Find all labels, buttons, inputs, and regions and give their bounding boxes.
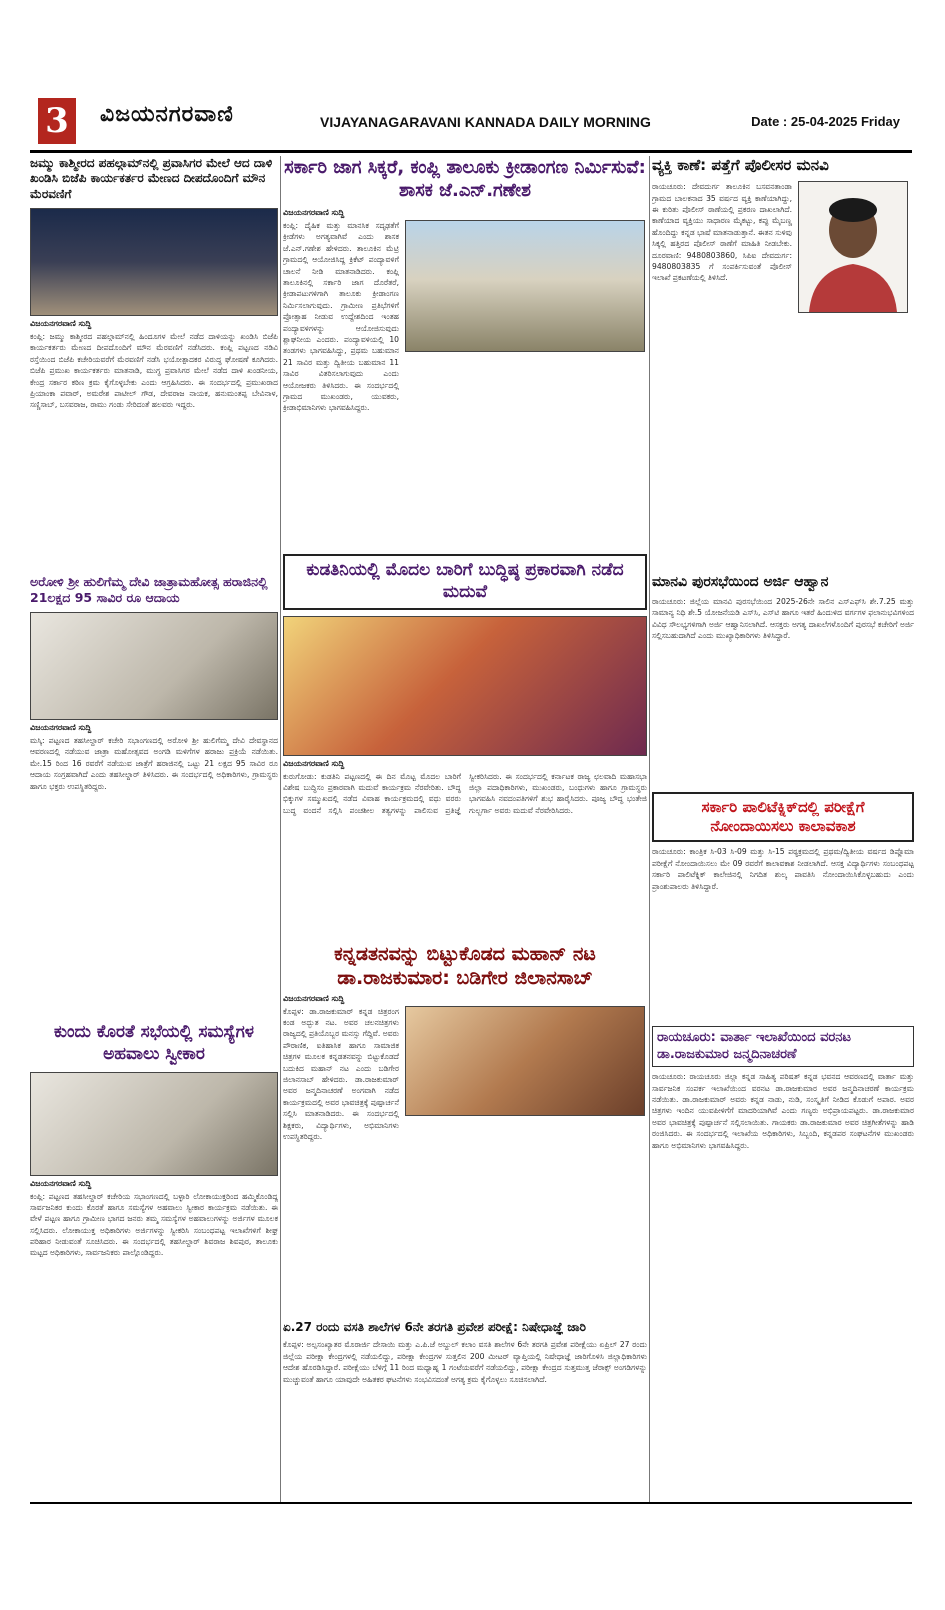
article-dateline: ವಿಜಯನಗರವಾಣಿ ಸುದ್ದಿ (283, 208, 345, 218)
article-dateline: ವಿಜಯನಗರವಾಣಿ ಸುದ್ದಿ (30, 1178, 92, 1188)
article-body: ರಾಯಚೂರು: ದೇವದುರ್ಗ ತಾಲೂಕಿನ ಬಸವನತಾಂಡಾ ಗ್ರಾಮದ ಬಾಲಕನಾದ 35 ವರ್ಷದ ವ್ಯಕ್ತಿ ಕಾಣೆಯಾಗಿದ್ದು, ಈ ಕುರಿತು ಪೊಲೀಸ್ ಠಾಣೆಯಲ್ಲಿ ಪ್ರಕರಣ ದಾಖಲಾಗಿದೆ. ಕಾಣೆಯಾದ ವ್ಯಕ್ತಿಯು ಸಾಧಾರಣ ಮೈಕಟ್ಟು, ಕಪ್ಪು ಮೈಬಣ್ಣ ಹೊಂದಿದ್ದು ಕನ್ನಡ ಭಾಷೆ ಮಾತನಾಡುತ್ತಾನೆ. ಈತನ ಸುಳಿವು ಸಿಕ್ಕಲ್ಲಿ ಹತ್ತಿರದ ಪೊಲೀಸ್ ಠಾಣೆಗೆ ಮಾಹಿತಿ ನೀಡಬೇಕು. ದೂರವಾಣಿ: 9480803860, ಸಿಪಿಐ ದೇವದುರ್ಗ: 9480803835 ಗೆ ಸಂಪರ್ಕಿಸುವಂತೆ ಪೊಲೀಸ್ ಇಲಾಖೆ ಪ್ರಕಟಣೆಯಲ್ಲಿ ತಿಳಿಸಿದೆ. (652, 182, 792, 283)
article-photo (30, 208, 278, 316)
article-photo (30, 1072, 278, 1176)
article-headline: ಸರ್ಕಾರಿ ಪಾಲಿಟೆಕ್ನಿಕ್‌ದಲ್ಲಿ ಪರೀಕ್ಷೆಗೆ ನೋಂದಾಯಿಸಲು ಕಾಲಾವಕಾಶ (701, 798, 865, 836)
article-headline: ಮಾನವಿ ಪುರಸಭೆಯಿಂದ ಅರ್ಜಿ ಆಹ್ವಾನ (652, 574, 829, 590)
article-body: ಕಂಪ್ಲಿ: ಜಮ್ಮು ಕಾಶ್ಮೀರದ ಪಹಲ್ಗಾಮ್‌ನಲ್ಲಿ ಹಿಂದೂಗಳ ಮೇಲೆ ನಡೆದ ದಾಳಿಯನ್ನು ಖಂಡಿಸಿ ಬಿಜೆಪಿ ಕಾರ್ಯಕರ್ತರು ಮೇಣದ ದೀಪದೊಂದಿಗೆ ಮೌನ ಮೆರವಣಿಗೆ ನಡೆಸಿದರು. ಕಂಪ್ಲಿ ಪಟ್ಟಣದ ನಡಿವಿ ರಸ್ತೆಯಿಂದ ಬಿಜೆಪಿ ಕಚೇರಿಯವರೆಗೆ ಮೆರವಣಿಗೆ ನಡೆಸಿ ಭಯೋತ್ಪಾದಕರ ವಿರುದ್ಧ ಘೋಷಣೆ ಕೂಗಿದರು. ಬಿಜೆಪಿ ಪ್ರಮುಖ ಕಾರ್ಯಕರ್ತರು ಮಾತನಾಡಿ, ಮುಗ್ಧ ಪ್ರವಾಸಿಗರ ಮೇಲೆ ನಡೆದ ದಾಳಿ ಖಂಡನೀಯ, ಕೇಂದ್ರ ಸರ್ಕಾರ ಕಠಿಣ ಕ್ರಮ ಕೈಗೊಳ್ಳಬೇಕು ಎಂದು ಆಗ್ರಹಿಸಿದರು. ಈ ಸಂದರ್ಭದಲ್ಲಿ ಪ್ರಮುಖರಾದ ಪ್ರಿಯಾಂಕಾ ಪವಾರ್, ಅಮರೇಶ ಪಾಟೀಲ್ ಗೌಡ, ದೇವರಾಜ ನಾಯಕ, ಹನುಮಂತಪ್ಪ ಬೇವಿನಾಳ, ಸಣ್ಣಿಸಾಬ್, ಬಸವರಾಜ, ರಾಮು ಗಂಡು ಸೇರಿದಂತೆ ಹಲವರು ಇದ್ದರು. (30, 332, 278, 410)
headline-box (652, 792, 914, 842)
article-headline: ಜಮ್ಮು ಕಾಶ್ಮೀರದ ಪಹಲ್ಗಾಮ್‌ನಲ್ಲಿ ಪ್ರವಾಸಿಗರ ಮೇಲೆ ಆದ ದಾಳಿ ಖಂಡಿಸಿ ಬಿಜೆಪಿ ಕಾರ್ಯಕರ್ತರ ಮೇಣದ ದೀಪದೊಂದಿಗೆ ಮೌನ ಮೆರವಣಿಗೆ (30, 156, 273, 201)
masthead-rule (30, 150, 912, 153)
article-photo (283, 616, 647, 756)
issue-date: Date : 25-04-2025 Friday (751, 114, 900, 129)
article-photo (30, 612, 278, 720)
column-divider (280, 156, 281, 1502)
article-body: ರಾಯಚೂರು: ರಾಯಚೂರು ಜಿಲ್ಲಾ ಕನ್ನಡ ಸಾಹಿತ್ಯ ಪರಿಷತ್ ಕನ್ನಡ ಭವನದ ಆವರಣದಲ್ಲಿ ವಾರ್ತಾ ಮತ್ತು ಸಾರ್ವಜನಿಕ ಸಂಪರ್ಕ ಇಲಾಖೆಯಿಂದ ವರನಟ ಡಾ.ರಾಜಕುಮಾರ ಅವರ ಜನ್ಮದಿನಾಚರಣೆ ಕಾರ್ಯಕ್ರಮ ನಡೆಯಿತು. ಡಾ.ರಾಜಕುಮಾರ್ ಅವರು ಕನ್ನಡ ನಾಡು, ನುಡಿ, ಸಂಸ್ಕೃತಿಗೆ ನೀಡಿದ ಕೊಡುಗೆ ಅಪಾರ. ಅವರ ಚಿತ್ರಗಳು ಇಂದಿನ ಯುವಪೀಳಿಗೆಗೆ ಮಾದರಿಯಾಗಿವೆ ಎಂದು ಗಣ್ಯರು ಅಭಿಪ್ರಾಯಪಟ್ಟರು. ಡಾ.ರಾಜಕುಮಾರ ಅವರ ಭಾವಚಿತ್ರಕ್ಕೆ ಪುಷ್ಪಾರ್ಚನೆ ಸಲ್ಲಿಸಲಾಯಿತು. ಗಾಯಕರು ಡಾ.ರಾಜಕುಮಾರ ಅವರ ಚಿತ್ರಗೀತೆಗಳನ್ನು ಹಾಡಿ ರಂಜಿಸಿದರು. ಈ ಸಂದರ್ಭದಲ್ಲಿ ಇಲಾಖೆಯ ಅಧಿಕಾರಿಗಳು, ಸಿಬ್ಬಂದಿ, ಕನ್ನಡಪರ ಸಂಘಟನೆಗಳ ಮುಖಂಡರು ಹಾಗೂ ಅಭಿಮಾನಿಗಳು ಭಾಗವಹಿಸಿದ್ದರು. (652, 1072, 914, 1150)
article-photo (405, 1006, 645, 1116)
column-divider (649, 156, 650, 1502)
page-number: 3 (38, 98, 76, 144)
article-buddhist-wedding (283, 554, 647, 934)
article-body: ಕಂಪ್ಲಿ: ಪಟ್ಟಣದ ತಹಸೀಲ್ದಾರ್ ಕಚೇರಿಯ ಸಭಾಂಗಣದಲ್ಲಿ ಬಳ್ಳಾರಿ ಲೋಕಾಯುಕ್ತರಿಂದ ಹಮ್ಮಿಕೊಂಡಿದ್ದ ಸಾರ್ವಜನಿಕರ ಕುಂದು ಕೊರತೆ ಹಾಗೂ ಸಮಸ್ಯೆಗಳ ಅಹವಾಲು ಸ್ವೀಕಾರ ಕಾರ್ಯಕ್ರಮ ನಡೆಯಿತು. ಈ ವೇಳೆ ಪಟ್ಟಣ ಹಾಗೂ ಗ್ರಾಮೀಣ ಭಾಗದ ಜನರು ತಮ್ಮ ಸಮಸ್ಯೆಗಳ ಅಹವಾಲುಗಳನ್ನು ಅರ್ಜಿಗಳ ಮೂಲಕ ಸಲ್ಲಿಸಿದರು. ಲೋಕಾಯುಕ್ತ ಅಧಿಕಾರಿಗಳು ಅರ್ಜಿಗಳನ್ನು ಸ್ವೀಕರಿಸಿ ಸಂಬಂಧಪಟ್ಟ ಇಲಾಖೆಗಳಿಗೆ ಶೀಘ್ರ ಪರಿಹಾರ ನೀಡುವಂತೆ ಸೂಚಿಸಿದರು. ಈ ಸಂದರ್ಭದಲ್ಲಿ ತಹಸೀಲ್ದಾರ್ ಶಿವರಾಜ ಶಿವಪುರ, ತಾಲೂಕು ಮಟ್ಟದ ಅಧಿಕಾರಿಗಳು, ಸಾರ್ವಜನಿಕರು ಪಾಲ್ಗೊಂಡಿದ್ದರು. (30, 1191, 278, 1258)
article-dateline: ವಿಜಯನಗರವಾಣಿ ಸುದ್ದಿ (30, 319, 92, 329)
article-manvi-application (652, 574, 914, 784)
article-headline: ಅರೋಳಿ ಶ್ರೀ ಹುಲಿಗೆಮ್ಮ ದೇವಿ ಜಾತ್ರಾಮಹೋತ್ಸ ಹರಾಜಿನಲ್ಲಿ 21ಲಕ್ಷದ 95 ಸಾವಿರ ರೂ ಆದಾಯ (30, 574, 268, 605)
headline-box (283, 554, 647, 610)
masthead (30, 96, 912, 148)
article-body: ರಾಯಚೂರು: ಕಾಂತ್ರಿಕ ಸಿ-03 ಸಿ-09 ಮತ್ತು ಸಿ-15 ಪಠ್ಯಕ್ರಮದಲ್ಲಿ ಪ್ರಥಮ/ದ್ವಿತೀಯ ವರ್ಷದ ಡಿಪ್ಲೊಮಾ ಪರೀಕ್ಷೆಗೆ ನೋಂದಾಯಿಸಲು ಮೇ 09 ರವರೆಗೆ ಕಾಲಾವಕಾಶ ನೀಡಲಾಗಿದೆ. ಆಸಕ್ತ ವಿದ್ಯಾರ್ಥಿಗಳು ಸಂಬಂಧಪಟ್ಟ ಸರ್ಕಾರಿ ಪಾಲಿಟೆಕ್ನಿಕ್ ಕಾಲೇಜಿನಲ್ಲಿ ನಿಗದಿತ ಶುಲ್ಕ ಪಾವತಿಸಿ ನೋಂದಾಯಿಸಿಕೊಳ್ಳಬಹುದು ಎಂದು ಪ್ರಾಂಶುಪಾಲರು ತಿಳಿಸಿದ್ದಾರೆ. (652, 847, 914, 891)
article-headline: ರಾಯಚೂರು: ವಾರ್ತಾ ಇಲಾಖೆಯಿಂದ ವರನಟ ಡಾ.ರಾಜಕುಮಾರ ಜನ್ಮದಿನಾಚರಣೆ (657, 1030, 852, 1062)
article-dateline: ವಿಜಯನಗರವಾಣಿ ಸುದ್ದಿ (283, 758, 345, 768)
article-body: ಕಂಪ್ಲಿ: ದೈಹಿಕ ಮತ್ತು ಮಾನಸಿಕ ಸದೃಢತೆಗೆ ಕ್ರೀಡೆಗಳು ಅಗತ್ಯವಾಗಿವೆ ಎಂದು ಶಾಸಕ ಜೆ.ಎನ್.ಗಣೇಶ ಹೇಳಿದರು. ತಾಲೂಕಿನ ಮೆಟ್ರಿ ಗ್ರಾಮದಲ್ಲಿ ಆಯೋಜಿಸಿದ್ದ ಕ್ರಿಕೆಟ್ ಪಂದ್ಯಾವಳಿಗೆ ಚಾಲನೆ ನೀಡಿ ಮಾತನಾಡಿದರು. ಕಂಪ್ಲಿ ತಾಲೂಕಿನಲ್ಲಿ ಸರ್ಕಾರಿ ಜಾಗ ದೊರೆತರೆ, ಕ್ರೀಡಾಪಟುಗಳಿಗಾಗಿ ತಾಲೂಕು ಕ್ರೀಡಾಂಗಣ ನಿರ್ಮಿಸಲಾಗುವುದು. ಗ್ರಾಮೀಣ ಪ್ರತಿಭೆಗಳಿಗೆ ಪ್ರೋತ್ಸಾಹ ನೀಡುವ ಉದ್ದೇಶದಿಂದ ಇಂತಹ ಪಂದ್ಯಾವಳಿಗಳನ್ನು ಆಯೋಜಿಸುವುದು ಶ್ಲಾಘನೀಯ ಎಂದರು. ಪಂದ್ಯಾವಳಿಯಲ್ಲಿ 10 ತಂಡಗಳು ಭಾಗವಹಿಸಿದ್ದು, ಪ್ರಥಮ ಬಹುಮಾನ 21 ಸಾವಿರ ಮತ್ತು ದ್ವಿತೀಯ ಬಹುಮಾನ 11 ಸಾವಿರ ವಿತರಿಸಲಾಗುವುದು ಎಂದು ಆಯೋಜಕರು ತಿಳಿಸಿದರು. ಈ ಸಂದರ್ಭದಲ್ಲಿ ಗ್ರಾಮದ ಮುಖಂಡರು, ಯುವಕರು, ಕ್ರೀಡಾಭಿಮಾನಿಗಳು ಭಾಗವಹಿಸಿದ್ದರು. (283, 221, 399, 413)
person-portrait-icon (799, 182, 907, 312)
article-huligemma-jatra-auction (30, 574, 278, 1014)
article-missing-person (652, 156, 914, 566)
newspaper-name-kannada: ವಿಜಯನಗರವಾಣಿ (100, 102, 234, 127)
article-body: ಕೊಪ್ಪಳ: ಡಾ.ರಾಜಕುಮಾರ್ ಕನ್ನಡ ಚಿತ್ರರಂಗ ಕಂಡ ಅದ್ಭುತ ನಟ. ಅವರ ಚಲನಚಿತ್ರಗಳು ರಾಜ್ಯದಲ್ಲಿ ಪ್ರತಿಯೊಬ್ಬರ ಮನಸ್ಸು ಗೆದ್ದಿವೆ. ಅವರು ಪೌರಾಣಿಕ, ಐತಿಹಾಸಿಕ ಹಾಗೂ ಸಾಮಾಜಿಕ ಚಿತ್ರಗಳ ಮೂಲಕ ಕನ್ನಡತನವನ್ನು ಬಿಟ್ಟುಕೊಡದೆ ಬದುಕಿದ ಮಹಾನ್ ನಟ ಎಂದು ಬಡಿಗೇರ ಜಿಲಾನಸಾಬ್ ಹೇಳಿದರು. ಡಾ.ರಾಜಕುಮಾರ್ ಅವರ ಜನ್ಮದಿನಾಚರಣೆ ಅಂಗವಾಗಿ ನಡೆದ ಕಾರ್ಯಕ್ರಮದಲ್ಲಿ ಅವರ ಭಾವಚಿತ್ರಕ್ಕೆ ಪುಷ್ಪಾರ್ಚನೆ ಸಲ್ಲಿಸಿ ಮಾತನಾಡಿದರು. ಈ ಸಂದರ್ಭದಲ್ಲಿ ಶಿಕ್ಷಕರು, ವಿದ್ಯಾರ್ಥಿಗಳು, ಅಭಿಮಾನಿಗಳು ಉಪಸ್ಥಿತರಿದ್ದರು. (283, 1006, 399, 1141)
article-dateline: ವಿಜಯನಗರವಾಣಿ ಸುದ್ದಿ (283, 993, 345, 1003)
article-headline: ಕನ್ನಡತನವನ್ನು ಬಿಟ್ಟುಕೊಡದ ಮಹಾನ್ ನಟ ಡಾ.ರಾಜಕುಮಾರ: ಬಡಿಗೇರ ಜಿಲಾನಸಾಬ್ (334, 943, 596, 990)
article-headline: ಕುಡತಿನಿಯಲ್ಲಿ ಮೊದಲ ಬಾರಿಗೆ ಬುದ್ಧಿಷ್ಠ ಪ್ರಕಾರವಾಗಿ ನಡೆದ ಮದುವೆ (306, 560, 624, 602)
article-body: ಮಸ್ಕಿ: ಪಟ್ಟಣದ ತಹಸೀಲ್ದಾರ್ ಕಚೇರಿ ಸಭಾಂಗಣದಲ್ಲಿ ಅರೋಳಿ ಶ್ರೀ ಹುಲಿಗೆಮ್ಮ ದೇವಿ ದೇವಸ್ಥಾನದ ಆವರಣದಲ್ಲಿ ನಡೆಯುವ ಜಾತ್ರಾ ಮಹೋತ್ಸವದ ಅಂಗಡಿ ಮಳಿಗೆಗಳ ಹರಾಜು ಪ್ರಕ್ರಿಯೆ ನಡೆಯಿತು. ಮೇ.15 ರಿಂದ 16 ರವರೆಗೆ ನಡೆಯುವ ಜಾತ್ರೆಗೆ ಹರಾಜಿನಲ್ಲಿ ಒಟ್ಟು 21 ಲಕ್ಷದ 95 ಸಾವಿರ ರೂ ಆದಾಯ ಸಂಗ್ರಹವಾಗಿದೆ ಎಂದು ತಹಸೀಲ್ದಾರ್ ತಿಳಿಸಿದರು. ಈ ಸಂದರ್ಭದಲ್ಲಿ ಅಧಿಕಾರಿಗಳು, ಗ್ರಾಮಸ್ಥರು ಹಾಗೂ ಭಕ್ತರು ಉಪಸ್ಥಿತರಿದ್ದರು. (30, 736, 278, 791)
article-photo (405, 220, 645, 352)
article-headline: ಏ.27 ರಂದು ವಸತಿ ಶಾಲೆಗಳ 6ನೇ ತರಗತಿ ಪ್ರವೇಶ ಪರೀಕ್ಷೆ: ನಿಷೇಧಾಜ್ಞೆ ಜಾರಿ (283, 1320, 586, 1334)
article-headline: ಸರ್ಕಾರಿ ಜಾಗ ಸಿಕ್ಕರೆ, ಕಂಪ್ಲಿ ತಾಲೂಕು ಕ್ರೀಡಾಂಗಣ ನಿರ್ಮಿಸುವೆ: ಶಾಸಕ ಜೆ.ಎನ್.ಗಣೇಶ (284, 157, 646, 202)
newspaper-name-english: VIJAYANAGARAVANI KANNADA DAILY MORNING (320, 114, 651, 130)
article-headline: ಕುಂದು ಕೊರತೆ ಸಭೆಯಲ್ಲಿ ಸಮಸ್ಯೆಗಳ ಅಹವಾಲು ಸ್ವೀಕಾರ (53, 1022, 255, 1064)
article-dateline: ವಿಜಯನಗರವಾಣಿ ಸುದ್ದಿ (30, 723, 92, 732)
page-bottom-rule (30, 1502, 912, 1504)
headline-box (652, 1026, 914, 1067)
article-residential-school-exam (283, 1320, 647, 1502)
article-rajkumar-badiger (283, 942, 647, 1312)
article-rajkumar-birthday-raichur (652, 1026, 914, 1502)
article-kampli-stadium (283, 156, 647, 546)
article-body: ಕೊಪ್ಪಳ: ಅಲ್ಪಸಂಖ್ಯಾತರ ಮೊರಾರ್ಜಿ ದೇಸಾಯಿ ಮತ್ತು ಎ.ಪಿ.ಜೆ ಅಬ್ದುಲ್ ಕಲಾಂ ವಸತಿ ಶಾಲೆಗಳ 6ನೇ ತರಗತಿ ಪ್ರವೇಶ ಪರೀಕ್ಷೆಯು ಏಪ್ರಿಲ್ 27 ರಂದು ಜಿಲ್ಲೆಯ ಪರೀಕ್ಷಾ ಕೇಂದ್ರಗಳಲ್ಲಿ ನಡೆಯಲಿದ್ದು, ಪರೀಕ್ಷಾ ಕೇಂದ್ರಗಳ ಸುತ್ತಲಿನ 200 ಮೀಟರ್ ವ್ಯಾಪ್ತಿಯಲ್ಲಿ ನಿಷೇಧಾಜ್ಞೆ ಜಾರಿಗೊಳಿಸಿ ಜಿಲ್ಲಾಧಿಕಾರಿಗಳು ಆದೇಶ ಹೊರಡಿಸಿದ್ದಾರೆ. ಪರೀಕ್ಷೆಯು ಬೆಳಿಗ್ಗೆ 11 ರಿಂದ ಮಧ್ಯಾಹ್ನ 1 ಗಂಟೆಯವರೆಗೆ ನಡೆಯಲಿದ್ದು, ಪರೀಕ್ಷಾ ಕೇಂದ್ರದ ಸುತ್ತಮುತ್ತ ಜೆರಾಕ್ಸ್ ಅಂಗಡಿಗಳನ್ನು ಮುಚ್ಚುವಂತೆ ಹಾಗೂ ಯಾವುದೇ ಅಹಿತಕರ ಘಟನೆಗಳು ಸಂಭವಿಸದಂತೆ ಅಗತ್ಯ ಕ್ರಮ ಕೈಗೊಳ್ಳಲು ಸೂಚಿಸಲಾಗಿದೆ. (283, 1340, 647, 1384)
article-body: ರಾಯಚೂರು: ಜಿಲ್ಲೆಯ ಮಾನವಿ ಪುರಸಭೆಯಿಂದ 2025-26ನೇ ಸಾಲಿನ ಎಸ್‌ಎಫ್‌ಸಿ ಶೇ.7.25 ಮತ್ತು ಸಾಮಾನ್ಯ ನಿಧಿ ಶೇ.5 ಯೋಜನೆಯಡಿ ಎಸ್‌ಸಿ, ಎಸ್‌ಟಿ ಹಾಗೂ ಇತರೆ ಹಿಂದುಳಿದ ವರ್ಗಗಳ ಫಲಾನುಭವಿಗಳಿಂದ ವಿವಿಧ ಸೌಲಭ್ಯಗಳಿಗಾಗಿ ಅರ್ಜಿ ಆಹ್ವಾನಿಸಲಾಗಿದೆ. ಆಸಕ್ತರು ಅಗತ್ಯ ದಾಖಲೆಗಳೊಂದಿಗೆ ಪುರಸಭೆ ಕಚೇರಿಗೆ ಅರ್ಜಿ ಸಲ್ಲಿಸಬಹುದಾಗಿದೆ ಎಂದು ಮುಖ್ಯಾಧಿಕಾರಿಗಳು ತಿಳಿಸಿದ್ದಾರೆ. (652, 596, 914, 641)
missing-person-photo (798, 181, 908, 313)
article-grievance-meeting (30, 1022, 278, 1502)
article-bjp-candle-march (30, 156, 278, 566)
article-polytechnic-registration (652, 792, 914, 1018)
article-headline: ವ್ಯಕ್ತಿ ಕಾಣೆ: ಪತ್ತೆಗೆ ಪೊಲೀಸರ ಮನವಿ (652, 156, 829, 174)
article-body: ಕುರುಗೋಡು: ಕುಡತಿನಿ ಪಟ್ಟಣದಲ್ಲಿ ಈ ದಿನ ಮೊಟ್ಟ ಮೊದಲ ಬಾರಿಗೆ ವಿಶೇಷ ಬುದ್ಧಿಸಂ ಪ್ರಕಾರವಾಗಿ ಮದುವೆ ಕಾರ್ಯಕ್ರಮ ನೆರವೇರಿತು. ಬೌದ್ಧ ಭಿಕ್ಕುಗಳ ಸಮ್ಮುಖದಲ್ಲಿ ನಡೆದ ವಿವಾಹ ಕಾರ್ಯಕ್ರಮದಲ್ಲಿ ವಧು ವರರು ಬುದ್ಧ ವಂದನೆ ಸಲ್ಲಿಸಿ ಪಂಚಶೀಲ ತತ್ವಗಳನ್ನು ಪಾಲಿಸುವ ಪ್ರತಿಜ್ಞೆ ಸ್ವೀಕರಿಸಿದರು. ಈ ಸಂದರ್ಭದಲ್ಲಿ ಕರ್ನಾಟಕ ರಾಜ್ಯ ಛಲವಾದಿ ಮಹಾಸಭಾ ಜಿಲ್ಲಾ ಪದಾಧಿಕಾರಿಗಳು, ಮುಖಂಡರು, ಬಂಧುಗಳು ಹಾಗೂ ಗ್ರಾಮಸ್ಥರು ಭಾಗವಹಿಸಿ ನವದಂಪತಿಗಳಿಗೆ ಶುಭ ಹಾರೈಸಿದರು. ಪೂಜ್ಯ ಬೌದ್ಧ ಭಂತೇಜಿ ಗುಲ್ಬರ್ಗಾ ಅವರು ಮದುವೆ ನೆರವೇರಿಸಿದರು. (283, 771, 647, 815)
